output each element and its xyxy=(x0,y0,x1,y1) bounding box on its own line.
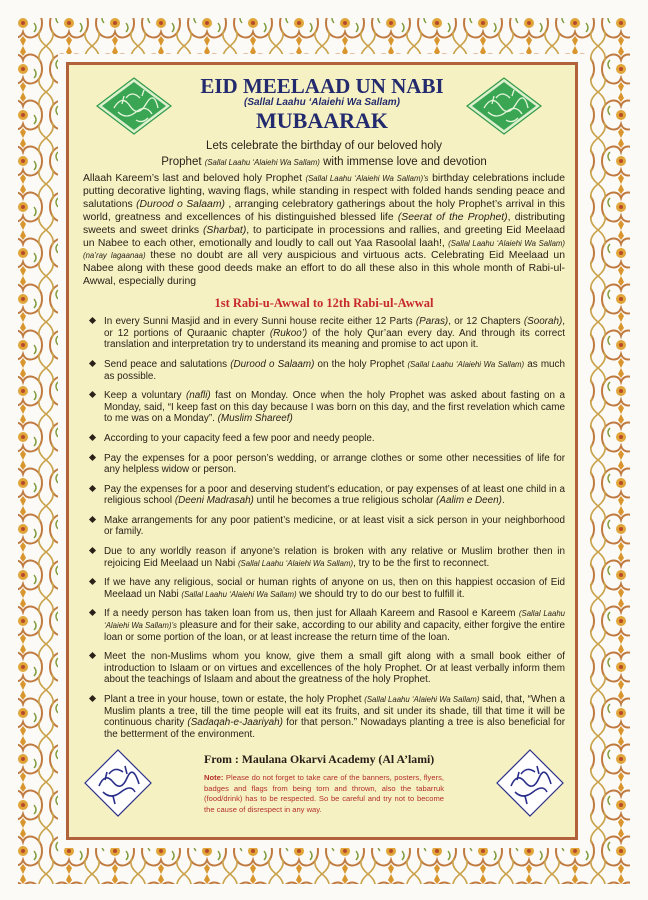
list-item xyxy=(93,651,565,686)
note-text: Please do not forget to take care of the banners, posters, flyers, badges and flags from being torn and thrown, also the tabarruk (food/drink) has to be respected. So be careful and try not to become the cause of disrespect in any way. xyxy=(204,773,444,814)
footer-text xyxy=(204,748,444,815)
italic-term: (Rukoo’) xyxy=(269,327,308,339)
italic-term: (Durood o Salaam) xyxy=(136,198,225,210)
text-segment: we should try to do our best to fulfill it. xyxy=(296,588,465,600)
italic-term: (Sadaqah-e-Jaariyah) xyxy=(187,717,283,729)
text-segment: until he becomes a true religious scholar xyxy=(253,495,437,507)
text-segment: , distributing sweets and sweet drinks xyxy=(83,211,565,236)
honorific-text: (Sallal Laahu ‘Alaiehi Wa Sallam)’s xyxy=(305,174,429,183)
intro-text xyxy=(83,138,565,171)
blue-calligraphy-right-icon xyxy=(495,748,565,818)
good-deeds-list xyxy=(93,316,565,740)
list-item xyxy=(93,484,565,507)
italic-term: (Durood o Salaam) xyxy=(230,358,315,370)
intro-line-2 xyxy=(83,154,565,171)
text-segment: pleasure and for their sake, according to our ability and capacity, either forgive the entire loan or some portion of the loan, or at least increase the return time of the loan. xyxy=(104,620,565,643)
bullet-diamond-icon xyxy=(89,547,96,554)
list-item xyxy=(93,515,565,538)
text-segment: , arranging celebratory gatherings about the holy Prophet’s arrival in this world, greatness and excellences of his distinguished blessed life xyxy=(83,198,565,223)
text-segment: If a needy person has taken loan from us, then just for Allaah Kareem and Rasool e Kareem xyxy=(104,608,519,620)
text-segment: as much as possible. xyxy=(104,358,565,382)
italic-term: (Sharbat) xyxy=(202,224,247,236)
list-item xyxy=(93,453,565,476)
text-segment: . xyxy=(501,495,505,507)
bullet-diamond-icon xyxy=(89,391,96,398)
text-segment: In every Sunni Masjid and in every Sunni house recite either 12 Parts xyxy=(104,316,416,328)
text-segment: birthday celebrations include putting decorative lighting, waving flags, while standing in respect with folded hands sending peace and salutations xyxy=(83,173,565,210)
honorific-text: (Sallal Laahu ‘Alaiehi Wa Sallam) xyxy=(364,695,480,704)
list-item xyxy=(93,546,565,569)
intro-text-part: with immense love and devotion xyxy=(319,156,487,168)
bullet-diamond-icon xyxy=(89,578,96,585)
honorific-text: (Sallal Laahu ‘Alaiehi Wa Sallam) (na’ray lagaanaa) xyxy=(83,238,565,261)
text-segment: Plant a tree in your house, town or estate, the holy Prophet xyxy=(104,694,365,705)
italic-term: (Paras) xyxy=(415,316,449,328)
text-segment: said, that, “When a Muslim plants a tree, till the time people will eat its fruits, and sit under its shade, till that time it will be continuous charity xyxy=(104,694,565,729)
italic-term: (Deeni Madrasah) xyxy=(174,495,254,507)
list-item xyxy=(93,433,565,445)
title-honorific: (Sallal Laahu ‘Alaiehi Wa Sallam) xyxy=(244,97,400,108)
intro-paragraph xyxy=(83,173,565,289)
bullet-diamond-icon xyxy=(89,360,96,367)
footer-right-ornament xyxy=(495,748,565,818)
list-item xyxy=(93,359,565,382)
intro-line-1: Lets celebrate the birthday of our beloved holy xyxy=(206,140,442,152)
poster-footer xyxy=(83,748,565,818)
text-segment: Allaah Kareem’s last and beloved holy Prophet xyxy=(83,173,306,184)
list-item xyxy=(93,316,565,351)
text-segment: Send peace and salutations xyxy=(104,358,231,370)
from-credit: From : Maulana Okarvi Academy (Al A’lami) xyxy=(204,752,435,767)
list-item xyxy=(93,608,565,643)
bullet-diamond-icon xyxy=(89,516,96,523)
poster-header xyxy=(69,65,575,135)
honorific-text: (Sallal Laahu ‘Alaiehi Wa Sallam) xyxy=(237,558,354,568)
content-panel xyxy=(66,62,578,840)
list-item xyxy=(93,390,565,425)
text-segment: , try to be the first to reconnect. xyxy=(353,557,490,569)
note-label: Note: xyxy=(204,773,224,783)
italic-term: (nafli) xyxy=(186,390,211,402)
bullet-diamond-icon xyxy=(89,453,96,460)
poster-body xyxy=(83,138,565,818)
bullet-diamond-icon xyxy=(89,695,96,702)
italic-term: (Seerat of the Prophet) xyxy=(397,211,508,223)
text-segment: of the holy Qur’aan every day. And through its correct translation and interpretation try to understand its meaning and promise to act upon it. xyxy=(104,327,565,351)
bullet-diamond-icon xyxy=(89,609,96,616)
period-heading: 1st Rabi-u-Awwal to 12th Rabi-ul-Awwal xyxy=(214,296,434,311)
footer-left-ornament xyxy=(83,748,153,818)
blue-calligraphy-left-icon xyxy=(83,748,153,818)
bullet-diamond-icon xyxy=(89,485,96,492)
text-segment: Keep a voluntary xyxy=(104,390,186,402)
bullet-diamond-icon xyxy=(89,652,96,659)
italic-term: (Muslim Shareef) xyxy=(217,413,293,425)
text-segment: Pay the expenses for a poor person’s wedding, or arrange clothes or some other necessities of life for any helpless widow or person. xyxy=(104,452,565,476)
text-segment: Pay the expenses for a poor and deserving student’s education, or pay expenses of at least one child in a religious school xyxy=(104,483,565,507)
intro-honorific: (Sallal Laahu ‘Alaiehi Wa Sallam) xyxy=(204,158,320,167)
text-segment: , or 12 Chapters xyxy=(448,316,524,328)
page-subtitle: MUBAARAK xyxy=(256,108,388,133)
text-segment: Meet the non-Muslims whom you know, give them a small gift along with a small book either of introduction to Islaam or on virtues and excellences of the holy Prophet. Or at least verbally inform them about the teachings of Islaam and about the greatness of the holy Prophet. xyxy=(104,651,565,686)
italic-term: (Soorah) xyxy=(523,316,563,328)
green-calligraphy-right-icon xyxy=(466,77,542,135)
italic-term: (Aalim e Deen) xyxy=(436,495,502,507)
honorific-text: (Sallal Laahu ‘Alaiehi Wa Sallam) xyxy=(181,589,297,599)
text-segment: on the holy Prophet xyxy=(314,358,408,370)
page-title: EID MEELAAD UN NABI xyxy=(200,74,444,98)
intro-text-part: Prophet xyxy=(161,156,205,168)
text-segment: Due to any worldly reason if anyone’s relation is broken with any relative or Muslim brother then in rejoicing Eid Meelaad un Nabi xyxy=(104,546,565,569)
text-segment: According to your capacity feed a few poor and needy people. xyxy=(104,432,375,444)
text-segment: Make arrangements for any poor patient’s medicine, or at least visit a sick person in your neighborhood or family. xyxy=(104,514,565,538)
list-item xyxy=(93,577,565,600)
text-segment: fast on Monday. Once when the holy Prophet was asked about fasting on a Monday, said, “I keep fast on this day because I was born on this day, and the first revelation which came to me was on a Monday”. xyxy=(104,390,565,425)
list-item xyxy=(93,694,565,740)
footer-note xyxy=(204,773,444,815)
honorific-text: (Sallal Laahu ‘Alaiehi Wa Sallam) xyxy=(407,359,525,369)
honorific-text: (Sallal Laahu ‘Alaiehi Wa Sallam)’s xyxy=(104,609,566,631)
text-segment: these no doubt are all very auspicious and virtuous acts. Celebrating Eid Meelaad un Nabee along with these good deeds make an effort to do all these also in this whole month of Rabi-ul-Awwal, especially during xyxy=(83,250,565,288)
text-segment: If we have any religious, social or human rights of anyone on us, then on this happiest occasion of Eid Meelaad un Nabi xyxy=(104,577,565,600)
text-segment: , to participate in processions and rallies, and greeting Eid Meelaad un Nabee to each other, emotionally and loudly to call out Yaa Rasoolal laah!, xyxy=(83,224,565,249)
bullet-diamond-icon xyxy=(89,434,96,441)
text-segment: , or 12 portions of Quraanic chapter xyxy=(104,316,565,339)
text-segment: for that person.” Nowadays planting a tree is also beneficial for the betterment of the environment. xyxy=(104,717,565,740)
bullet-diamond-icon xyxy=(89,317,96,324)
green-calligraphy-left-icon xyxy=(96,77,172,135)
